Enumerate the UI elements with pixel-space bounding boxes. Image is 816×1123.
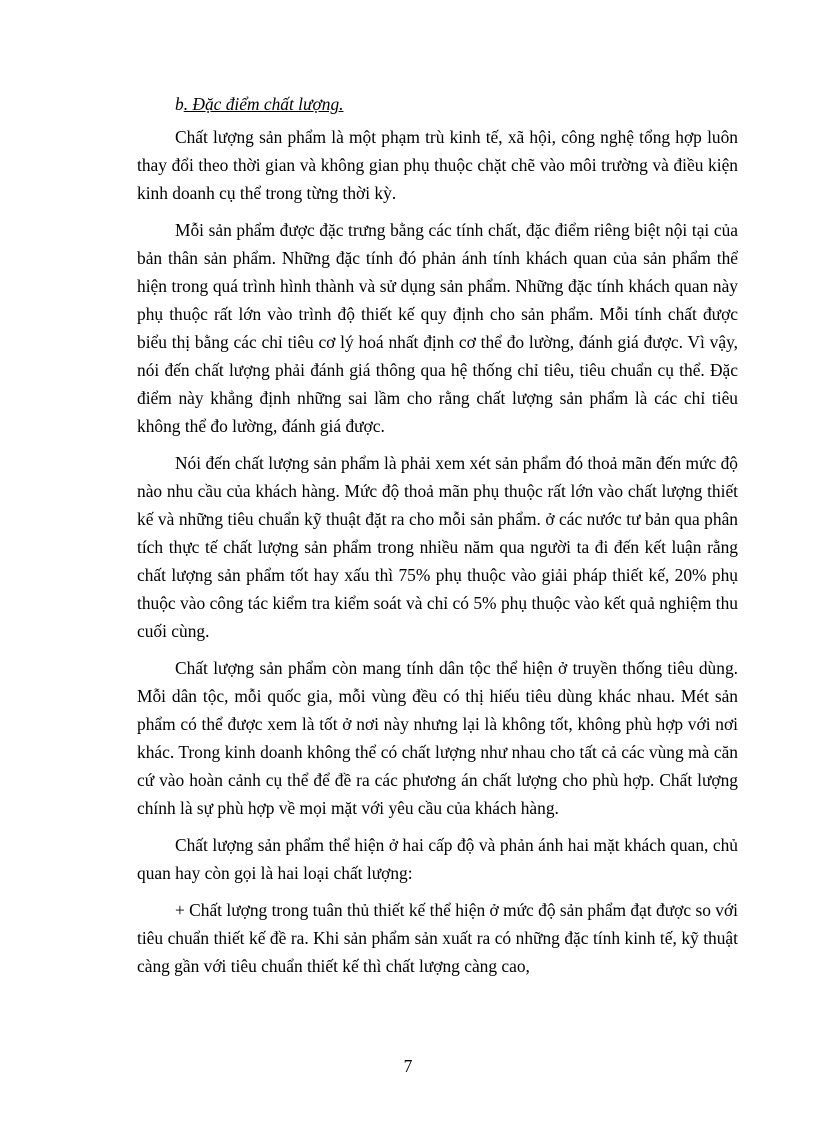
paragraph-6: + Chất lượng trong tuân thủ thiết kế thể hiện ở mức độ sản phẩm đạt được so với tiêu chuẩn thiết kế đề ra. Khi sản phẩm sản xuất ra có những đặc tính kinh tế, kỹ thuật càng gần với tiêu chuẩn thiết kế thì chất lượng càng cao,: [137, 900, 738, 976]
page-number: 7: [403, 1056, 413, 1076]
section-heading-title: . Đặc điểm chất lượng.: [183, 94, 344, 114]
section-heading-prefix: b: [175, 94, 184, 114]
paragraph-4: Chất lượng sản phẩm còn mang tính dân tộc thể hiện ở truyền thống tiêu dùng. Mỗi dân tộc, mỗi quốc gia, mỗi vùng đều có thị hiếu tiêu dùng khác nhau. Mét sản phẩm có thể được xem là tốt ở nơi này nhưng lại là không tốt, không phù hợp với nơi khác. Trong kinh doanh không thể có chất lượng như nhau cho tất cả các vùng mà căn cứ vào hoàn cảnh cụ thể để đề ra các phương án chất lượng cho phù hợp. Chất lượng chính là sự phù hợp về mọi mặt với yêu cầu của khách hàng.: [137, 658, 738, 818]
paragraph-5: Chất lượng sản phẩm thể hiện ở hai cấp độ và phản ánh hai mặt khách quan, chủ quan hay còn gọi là hai loại chất lượng:: [137, 835, 738, 883]
page-body: [137, 90, 738, 989]
section-heading: [175, 90, 738, 118]
paragraph-1: Chất lượng sản phẩm là một phạm trù kinh tế, xã hội, công nghệ tổng hợp luôn thay đổi theo thời gian và không gian phụ thuộc chặt chẽ vào môi trường và điều kiện kinh doanh cụ thể trong từng thời kỳ.: [137, 127, 738, 203]
paragraph-3: Nói đến chất lượng sản phẩm là phải xem xét sản phẩm đó thoả mãn đến mức độ nào nhu cầu của khách hàng. Mức độ thoả mãn phụ thuộc rất lớn vào chất lượng thiết kế và những tiêu chuẩn kỹ thuật đặt ra cho mỗi sản phẩm. ở các nước tư bản qua phân tích thực tế chất lượng sản phẩm trong nhiều năm qua người ta đi đến kết luận rằng chất lượng sản phẩm tốt hay xấu thì 75% phụ thuộc vào giải pháp thiết kế, 20% phụ thuộc vào công tác kiểm tra kiểm soát và chỉ có 5% phụ thuộc vào kết quả nghiệm thu cuối cùng.: [137, 453, 738, 641]
paragraph-2: Mỗi sản phẩm được đặc trưng bằng các tính chất, đặc điểm riêng biệt nội tại của bản thân sản phẩm. Những đặc tính đó phản ánh tính khách quan của sản phẩm thể hiện trong quá trình hình thành và sử dụng sản phẩm. Những đặc tính khách quan này phụ thuộc rất lớn vào trình độ thiết kế quy định cho sản phẩm. Mỗi tính chất được biểu thị bằng các chỉ tiêu cơ lý hoá nhất định cơ thể đo lường, đánh giá được. Vì vậy, nói đến chất lượng phải đánh giá thông qua hệ thống chỉ tiêu, tiêu chuẩn cụ thể. Đặc điểm này khẳng định những sai lầm cho rằng chất lượng sản phẩm là các chỉ tiêu không thể đo lường, đánh giá được.: [137, 220, 738, 436]
